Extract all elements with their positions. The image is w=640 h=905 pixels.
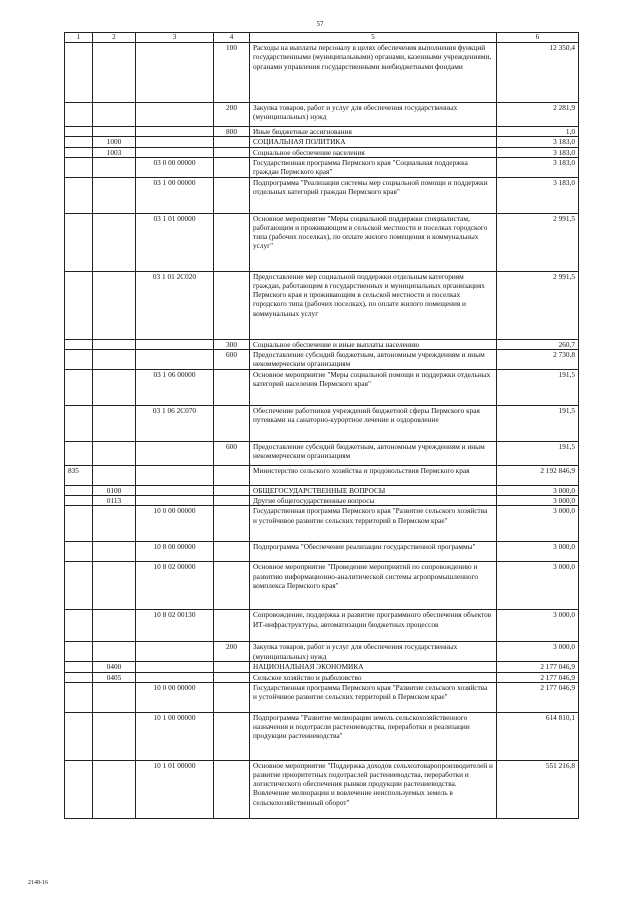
- admin-code-cell: [65, 370, 93, 406]
- admin-code-cell: [65, 43, 93, 103]
- table-row: [65, 466, 579, 486]
- table-row: [65, 760, 579, 818]
- budget-table-sheet: [64, 32, 579, 819]
- admin-code-cell: [65, 562, 93, 610]
- target-article-cell: 10 1 01 00000: [136, 760, 214, 818]
- description-cell: Основное мероприятие "Проведение мероприятий по сопровождению и развитию информационно-аналитической системы агропромышленного комплекса Пермского края": [250, 562, 497, 610]
- target-article-cell: 03 1 01 00000: [136, 213, 214, 271]
- amount-cell: 2 177 046,9: [497, 662, 579, 672]
- amount-cell: 3 183,0: [497, 177, 579, 213]
- header-col-2: 2: [93, 33, 136, 43]
- expense-type-cell: [214, 213, 250, 271]
- amount-cell: 614 810,1: [497, 712, 579, 760]
- amount-cell: 12 350,4: [497, 43, 579, 103]
- section-code-cell: [93, 542, 136, 562]
- description-cell: ОБЩЕГОСУДАРСТВЕННЫЕ ВОПРОСЫ: [250, 486, 497, 496]
- table-row: [65, 712, 579, 760]
- admin-code-cell: [65, 137, 93, 147]
- expense-type-cell: 200: [214, 103, 250, 127]
- amount-cell: 3 000,0: [497, 486, 579, 496]
- section-code-cell: [93, 466, 136, 486]
- expense-type-cell: 600: [214, 350, 250, 370]
- expense-type-cell: [214, 682, 250, 712]
- section-code-cell: [93, 271, 136, 339]
- section-code-cell: 1000: [93, 137, 136, 147]
- expense-type-cell: [214, 271, 250, 339]
- description-cell: Государственная программа Пермского края "Развитие сельского хозяйства и устойчивое развитие сельских территорий в Пермском крае": [250, 682, 497, 712]
- footer-code: 2148-16: [28, 880, 48, 886]
- description-cell: Основное мероприятие "Меры социальной поддержки специалистам, работающим и проживающим в сельской местности и поселках городского типа (рабочих поселках), по оплате жилого помещения и коммунальных услуг": [250, 213, 497, 271]
- expense-type-cell: 600: [214, 442, 250, 466]
- budget-table-body: [65, 33, 579, 819]
- header-col-4: 4: [214, 33, 250, 43]
- amount-cell: 191,5: [497, 442, 579, 466]
- expense-type-cell: [214, 147, 250, 157]
- description-cell: Предоставление субсидий бюджетным, автономным учреждениям и иным некоммерческим организациям: [250, 442, 497, 466]
- table-row: [65, 103, 579, 127]
- section-code-cell: [93, 562, 136, 610]
- section-code-cell: [93, 43, 136, 103]
- amount-cell: 2 177 046,9: [497, 672, 579, 682]
- amount-cell: 3 000,0: [497, 542, 579, 562]
- section-code-cell: [93, 350, 136, 370]
- target-article-cell: [136, 43, 214, 103]
- table-row: [65, 506, 579, 542]
- table-row: [65, 642, 579, 662]
- section-code-cell: [93, 682, 136, 712]
- admin-code-cell: [65, 682, 93, 712]
- header-col-3: 3: [136, 33, 214, 43]
- amount-cell: 2 730,8: [497, 350, 579, 370]
- target-article-cell: 10 8 02 00000: [136, 562, 214, 610]
- admin-code-cell: 835: [65, 466, 93, 486]
- admin-code-cell: [65, 672, 93, 682]
- admin-code-cell: [65, 271, 93, 339]
- description-cell: Социальное обеспечение и иные выплаты населению: [250, 339, 497, 349]
- expense-type-cell: [214, 712, 250, 760]
- table-row: [65, 610, 579, 642]
- header-col-5: 5: [250, 33, 497, 43]
- table-row: [65, 271, 579, 339]
- section-code-cell: 0113: [93, 496, 136, 506]
- admin-code-cell: [65, 406, 93, 442]
- description-cell: Подпрограмма "Реализация системы мер социальной помощи и поддержки отдельных категорий граждан Пермского края": [250, 177, 497, 213]
- table-row: [65, 562, 579, 610]
- amount-cell: 2 192 846,9: [497, 466, 579, 486]
- amount-cell: 551 216,8: [497, 760, 579, 818]
- target-article-cell: [136, 350, 214, 370]
- description-cell: Государственная программа Пермского края "Социальная поддержка граждан Пермского края": [250, 157, 497, 177]
- expense-type-cell: [214, 137, 250, 147]
- expense-type-cell: 100: [214, 43, 250, 103]
- description-cell: Закупка товаров, работ и услуг для обеспечения государственных (муниципальных) нужд: [250, 642, 497, 662]
- section-code-cell: [93, 642, 136, 662]
- table-row: [65, 43, 579, 103]
- section-code-cell: [93, 103, 136, 127]
- target-article-cell: [136, 147, 214, 157]
- description-cell: Обеспечение работников учреждений бюджетной сферы Пермского края путевками на санаторно-курортное лечение и оздоровление: [250, 406, 497, 442]
- table-header-row: [65, 33, 579, 43]
- target-article-cell: [136, 466, 214, 486]
- expense-type-cell: [214, 562, 250, 610]
- description-cell: Подпрограмма "Обеспечение реализации государственной программы": [250, 542, 497, 562]
- expense-type-cell: [214, 370, 250, 406]
- section-code-cell: [93, 127, 136, 137]
- expense-type-cell: [214, 406, 250, 442]
- table-row: [65, 370, 579, 406]
- expense-type-cell: [214, 486, 250, 496]
- target-article-cell: [136, 672, 214, 682]
- target-article-cell: [136, 442, 214, 466]
- description-cell: Государственная программа Пермского края "Развитие сельского хозяйства и устойчивое развитие сельских территорий в Пермском крае": [250, 506, 497, 542]
- table-row: [65, 157, 579, 177]
- target-article-cell: 03 1 00 00000: [136, 177, 214, 213]
- description-cell: Социальное обеспечение населения: [250, 147, 497, 157]
- amount-cell: 260,7: [497, 339, 579, 349]
- admin-code-cell: [65, 177, 93, 213]
- table-row: [65, 339, 579, 349]
- expense-type-cell: 800: [214, 127, 250, 137]
- expense-type-cell: 300: [214, 339, 250, 349]
- target-article-cell: [136, 103, 214, 127]
- admin-code-cell: [65, 642, 93, 662]
- table-row: [65, 682, 579, 712]
- header-col-1: 1: [65, 33, 93, 43]
- target-article-cell: 03 1 06 2С070: [136, 406, 214, 442]
- admin-code-cell: [65, 157, 93, 177]
- section-code-cell: [93, 339, 136, 349]
- amount-cell: 3 000,0: [497, 562, 579, 610]
- expense-type-cell: [214, 760, 250, 818]
- amount-cell: 2 991,5: [497, 271, 579, 339]
- admin-code-cell: [65, 103, 93, 127]
- target-article-cell: [136, 127, 214, 137]
- description-cell: Расходы на выплаты персоналу в целях обеспечения выполнения функций государственными (муниципальными) органами, казенными учреждениями, органами управления государственными внебюджетными фондами: [250, 43, 497, 103]
- description-cell: Другие общегосударственные вопросы: [250, 496, 497, 506]
- target-article-cell: [136, 662, 214, 672]
- description-cell: СОЦИАЛЬНАЯ ПОЛИТИКА: [250, 137, 497, 147]
- target-article-cell: 10 1 00 00000: [136, 712, 214, 760]
- header-col-6: 6: [497, 33, 579, 43]
- budget-table: [64, 32, 579, 819]
- admin-code-cell: [65, 760, 93, 818]
- description-cell: Иные бюджетные ассигнования: [250, 127, 497, 137]
- amount-cell: 191,5: [497, 370, 579, 406]
- admin-code-cell: [65, 147, 93, 157]
- section-code-cell: [93, 370, 136, 406]
- expense-type-cell: [214, 672, 250, 682]
- expense-type-cell: [214, 610, 250, 642]
- expense-type-cell: [214, 542, 250, 562]
- section-code-cell: [93, 157, 136, 177]
- table-row: [65, 350, 579, 370]
- description-cell: Подпрограмма "Развитие мелиорации земель сельскохозяйственного назначения и подотрасли растениеводства, переработки и реализации продукции растениеводства": [250, 712, 497, 760]
- section-code-cell: [93, 760, 136, 818]
- expense-type-cell: [214, 157, 250, 177]
- amount-cell: 3 183,0: [497, 147, 579, 157]
- admin-code-cell: [65, 127, 93, 137]
- target-article-cell: [136, 339, 214, 349]
- section-code-cell: 1003: [93, 147, 136, 157]
- table-row: [65, 177, 579, 213]
- target-article-cell: [136, 642, 214, 662]
- section-code-cell: [93, 610, 136, 642]
- target-article-cell: 03 1 06 00000: [136, 370, 214, 406]
- section-code-cell: [93, 213, 136, 271]
- description-cell: Предоставление субсидий бюджетным, автономным учреждениям и иным некоммерческим организациям: [250, 350, 497, 370]
- amount-cell: 3 183,0: [497, 137, 579, 147]
- page-number: 57: [316, 20, 324, 28]
- description-cell: Сопровождение, поддержка и развитие программного обеспечения объектов ИТ-инфраструктуры, автоматизации бюджетных процессов: [250, 610, 497, 642]
- admin-code-cell: [65, 712, 93, 760]
- target-article-cell: 03 1 01 2С020: [136, 271, 214, 339]
- admin-code-cell: [65, 542, 93, 562]
- section-code-cell: [93, 506, 136, 542]
- table-row: [65, 672, 579, 682]
- admin-code-cell: [65, 213, 93, 271]
- target-article-cell: 10 8 02 00130: [136, 610, 214, 642]
- section-code-cell: [93, 442, 136, 466]
- admin-code-cell: [65, 506, 93, 542]
- amount-cell: 3 000,0: [497, 506, 579, 542]
- table-row: [65, 147, 579, 157]
- expense-type-cell: [214, 466, 250, 486]
- section-code-cell: 0100: [93, 486, 136, 496]
- admin-code-cell: [65, 442, 93, 466]
- section-code-cell: 0400: [93, 662, 136, 672]
- admin-code-cell: [65, 496, 93, 506]
- description-cell: Министерство сельского хозяйства и продовольствия Пермского края: [250, 466, 497, 486]
- expense-type-cell: [214, 662, 250, 672]
- admin-code-cell: [65, 350, 93, 370]
- description-cell: НАЦИОНАЛЬНАЯ ЭКОНОМИКА: [250, 662, 497, 672]
- expense-type-cell: [214, 496, 250, 506]
- admin-code-cell: [65, 339, 93, 349]
- table-row: [65, 213, 579, 271]
- description-cell: Основное мероприятие "Меры социальной помощи и поддержки отдельных категорий населения Пермского края": [250, 370, 497, 406]
- admin-code-cell: [65, 486, 93, 496]
- description-cell: Предоставление мер социальной поддержки отдельным категориям граждан, работающим в государственных и муниципальных организациях Пермского края и проживающим в сельской местности и поселках городского типа (рабочих поселках), по оплате жилого помещения и коммунальных услуг: [250, 271, 497, 339]
- expense-type-cell: [214, 506, 250, 542]
- section-code-cell: [93, 177, 136, 213]
- table-row: [65, 542, 579, 562]
- amount-cell: 2 991,5: [497, 213, 579, 271]
- amount-cell: 2 177 046,9: [497, 682, 579, 712]
- target-article-cell: 10 8 00 00000: [136, 542, 214, 562]
- table-row: [65, 662, 579, 672]
- amount-cell: 3 000,0: [497, 610, 579, 642]
- admin-code-cell: [65, 662, 93, 672]
- amount-cell: 191,5: [497, 406, 579, 442]
- table-row: [65, 137, 579, 147]
- amount-cell: 3 000,0: [497, 496, 579, 506]
- table-row: [65, 486, 579, 496]
- table-row: [65, 406, 579, 442]
- target-article-cell: [136, 486, 214, 496]
- target-article-cell: 10 0 00 00000: [136, 506, 214, 542]
- table-row: [65, 496, 579, 506]
- expense-type-cell: [214, 177, 250, 213]
- description-cell: Основное мероприятие "Поддержка доходов сельхозтоваропроизводителей и развитие приоритетных подотраслей растениеводства, переработки и логистического обеспечения рынков продукции растениеводства. Вовлечение мелиорации и вовлечение неиспользуемых земель в сельскохозяйственный оборот": [250, 760, 497, 818]
- amount-cell: 2 281,9: [497, 103, 579, 127]
- target-article-cell: 10 0 00 00000: [136, 682, 214, 712]
- amount-cell: 3 183,0: [497, 157, 579, 177]
- expense-type-cell: 200: [214, 642, 250, 662]
- target-article-cell: 03 0 00 00000: [136, 157, 214, 177]
- section-code-cell: [93, 712, 136, 760]
- table-row: [65, 442, 579, 466]
- amount-cell: 3 000,0: [497, 642, 579, 662]
- target-article-cell: [136, 137, 214, 147]
- description-cell: Сельское хозяйство и рыболовство: [250, 672, 497, 682]
- section-code-cell: 0405: [93, 672, 136, 682]
- section-code-cell: [93, 406, 136, 442]
- table-row: [65, 127, 579, 137]
- amount-cell: 1,0: [497, 127, 579, 137]
- target-article-cell: [136, 496, 214, 506]
- admin-code-cell: [65, 610, 93, 642]
- description-cell: Закупка товаров, работ и услуг для обеспечения государственных (муниципальных) нужд: [250, 103, 497, 127]
